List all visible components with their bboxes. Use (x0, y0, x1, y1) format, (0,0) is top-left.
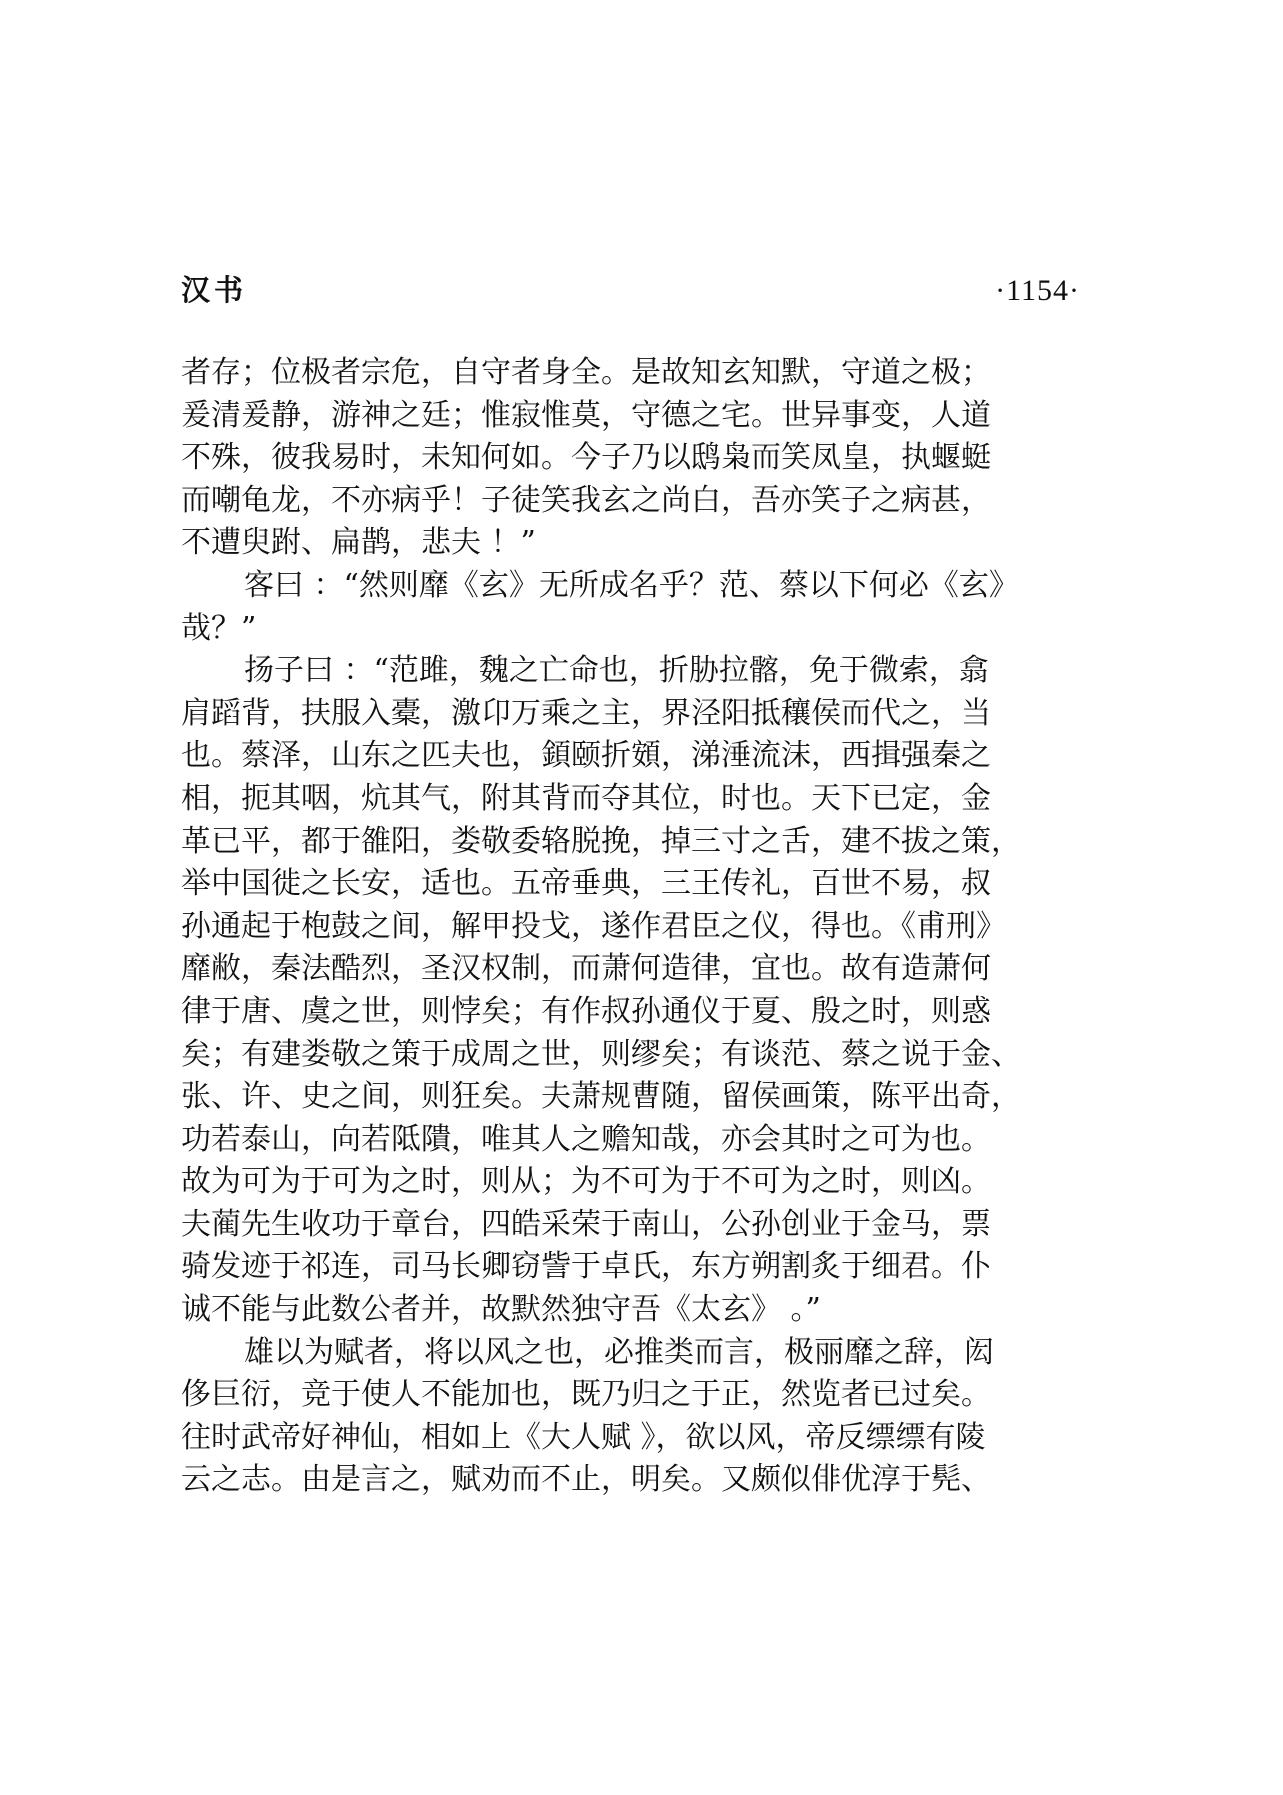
text-line: 哉？” (181, 610, 257, 646)
text-line: 夫蔺先生收功于章台，四皓采荣于南山，公孙创业于金马，票 (181, 1206, 991, 1242)
text-line: 功若泰山，向若阺隤，唯其人之赡知哉，亦会其时之可为也。 (181, 1121, 991, 1157)
text-line: 革已平，都于雒阳，娄敬委辂脱挽，掉三寸之舌，建不拔之策， (181, 823, 1021, 859)
text-line: 故为可为于可为之时，则从；为不可为于不可为之时，则凶。 (181, 1164, 991, 1200)
text-line: 不殊，彼我易时，未知何如。今子乃以鸱枭而笑凤皇，执蝘蜓 (181, 440, 991, 476)
text-line: 不遭臾跗、扁鹊，悲夫 ！” (181, 525, 536, 561)
text-line: 也。蔡泽，山东之匹夫也，顉颐折頞，涕涶流沫，西揖强秦之 (181, 738, 991, 774)
page-number: ·1154· (995, 274, 1080, 307)
text-line: 靡敝，秦法酷烈，圣汉权制，而萧何造律，宜也。故有造萧何 (181, 951, 991, 987)
body-text (181, 352, 1076, 1502)
text-line: 矣；有建娄敬之策于成周之世，则缪矣；有谈范、蔡之说于金、 (181, 1036, 1021, 1072)
text-line: 肩蹈背，扶服入橐，激卬万乘之主，界泾阳抵穰侯而代之，当 (181, 695, 991, 731)
book-title: 汉书 (181, 273, 248, 307)
text-line: 举中国徙之长安，适也。五帝垂典，三王传礼，百世不易，叔 (181, 866, 991, 902)
text-line: 骑发迹于祁连，司马长卿窃訾于卓氏，东方朔割炙于细君。仆 (181, 1249, 991, 1285)
text-line: 雄以为赋者，将以风之也，必推类而言，极丽靡之辞，闳 (244, 1334, 994, 1370)
text-line: 孙通起于枹鼓之间，解甲投戈，遂作君臣之仪，得也。《甫刑》 (181, 908, 1006, 944)
text-line: 爰清爰静，游神之廷；惟寂惟莫，守德之宅。世异事变，人道 (181, 397, 991, 433)
text-line: 扬子曰 ：“范雎，魏之亡命也，折胁拉髂，免于微索，翕 (244, 653, 989, 689)
text-line: 律于唐、虞之世，则悖矣；有作叔孙通仪于夏、殷之时，则惑 (181, 993, 991, 1029)
text-line: 相，扼其咽，炕其气，附其背而夺其位，时也。天下已定，金 (181, 780, 991, 816)
text-line: 客曰 ：“然则靡《玄》无所成名乎？范、蔡以下何必《玄》 (244, 567, 1019, 603)
text-line: 侈巨衍，竞于使人不能加也，既乃归之于正，然览者已过矣。 (181, 1377, 991, 1413)
text-line: 者存；位极者宗危，自守者身全。是故知玄知默，守道之极； (181, 355, 991, 390)
text-line: 诚不能与此数公者并，故默然独守吾《太玄》 。” (181, 1292, 821, 1328)
text-line: 而嘲龟龙，不亦病乎！子徒笑我玄之尚白，吾亦笑子之病甚， (181, 482, 991, 518)
text-line: 张、许、史之间，则狂矣。夫萧规曹随，留侯画策，陈平出奇， (181, 1079, 1021, 1115)
text-line: 云之志。由是言之，赋劝而不止，明矣。又颇似俳优淳于髡、 (181, 1462, 991, 1498)
text-line: 往时武帝好神仙，相如上《大人赋 》，欲以风，帝反缥缥有陵 (181, 1419, 986, 1455)
